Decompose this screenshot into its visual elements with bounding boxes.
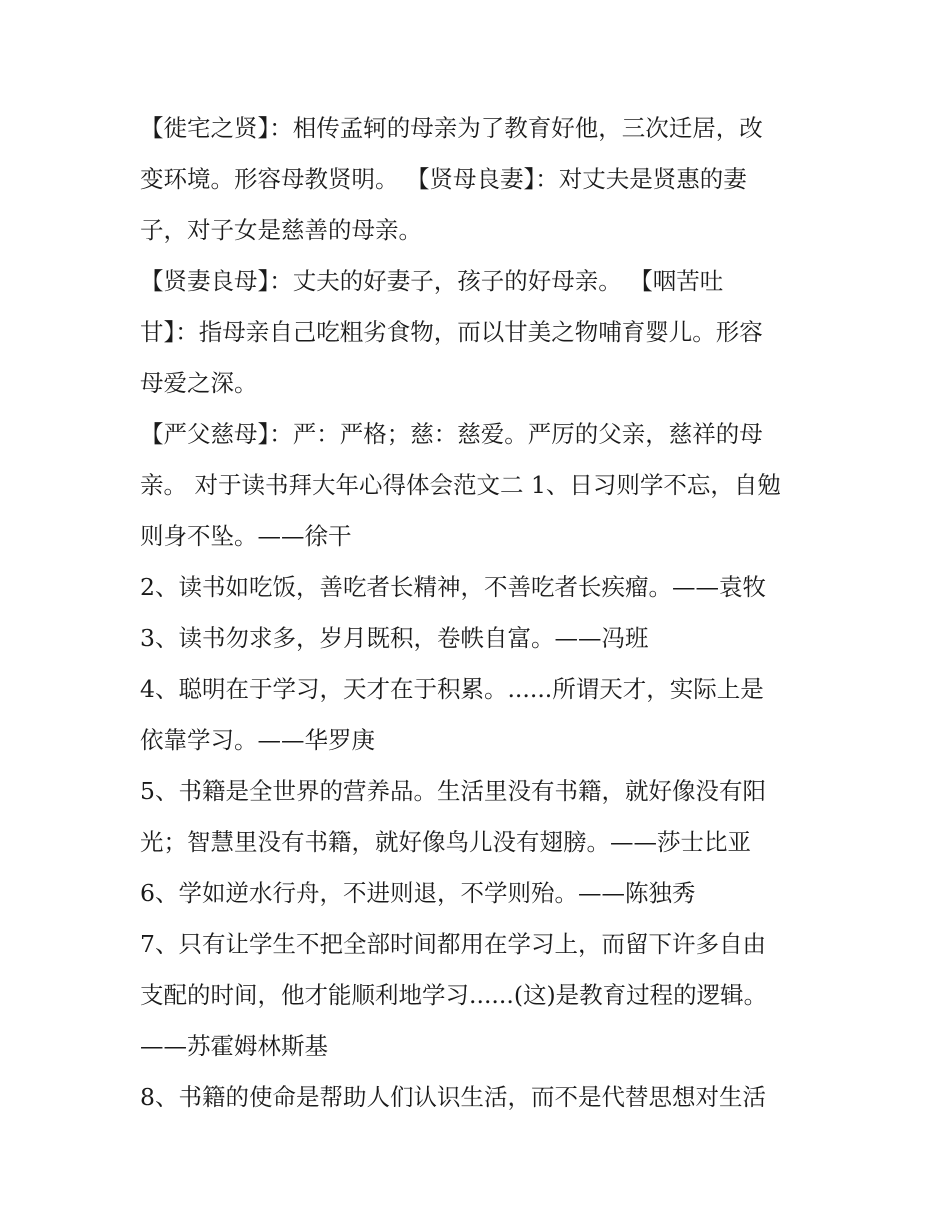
text-line: 3、读书勿求多，岁月既积，卷帙自富。——冯班: [140, 624, 649, 652]
text-line: 【贤妻良母】：丈夫的好妻子，孩子的好母亲。 【咽苦吐: [140, 267, 724, 295]
text-line: 5、书籍是全世界的营养品。生活里没有书籍，就好像没有阳: [140, 777, 766, 805]
text-line: 亲。 对于读书拜大年心得体会范文二 1、日习则学不忘，自勉: [140, 471, 781, 499]
text-line: 变环境。形容母教贤明。 【贤母良妻】：对丈夫是贤惠的妻: [140, 165, 747, 193]
text-line: 子，对子女是慈善的母亲。: [140, 216, 422, 244]
text-line: 甘】：指母亲自己吃粗劣食物，而以甘美之物哺育婴儿。形容: [140, 318, 763, 346]
text-line: 8、书籍的使命是帮助人们认识生活，而不是代替思想对生活: [140, 1083, 766, 1111]
text-line: 2、读书如吃饭，善吃者长精神，不善吃者长疾瘤。——袁牧: [140, 573, 766, 601]
text-line: 【徙宅之贤】：相传孟轲的母亲为了教育好他，三次迁居，改: [140, 114, 763, 142]
text-line: 7、只有让学生不把全部时间都用在学习上，而留下许多自由: [140, 930, 766, 958]
text-line: 则身不坠。——徐干: [140, 522, 352, 550]
text-line: 母爱之深。: [140, 369, 258, 397]
text-line: 支配的时间，他才能顺利地学习......(这)是教育过程的逻辑。: [140, 981, 768, 1009]
text-line: 4、聪明在于学习，天才在于积累。......所谓天才，实际上是: [140, 675, 764, 703]
text-line: 【严父慈母】：严：严格；慈：慈爱。严厉的父亲，慈祥的母: [140, 420, 763, 448]
text-line: ——苏霍姆林斯基: [140, 1032, 328, 1060]
text-line: 6、学如逆水行舟，不进则退，不学则殆。——陈独秀: [140, 879, 696, 907]
text-line: 光；智慧里没有书籍，就好像鸟儿没有翅膀。——莎士比亚: [140, 828, 751, 856]
text-line: 依靠学习。——华罗庚: [140, 726, 375, 754]
document-body: [140, 103, 820, 1123]
